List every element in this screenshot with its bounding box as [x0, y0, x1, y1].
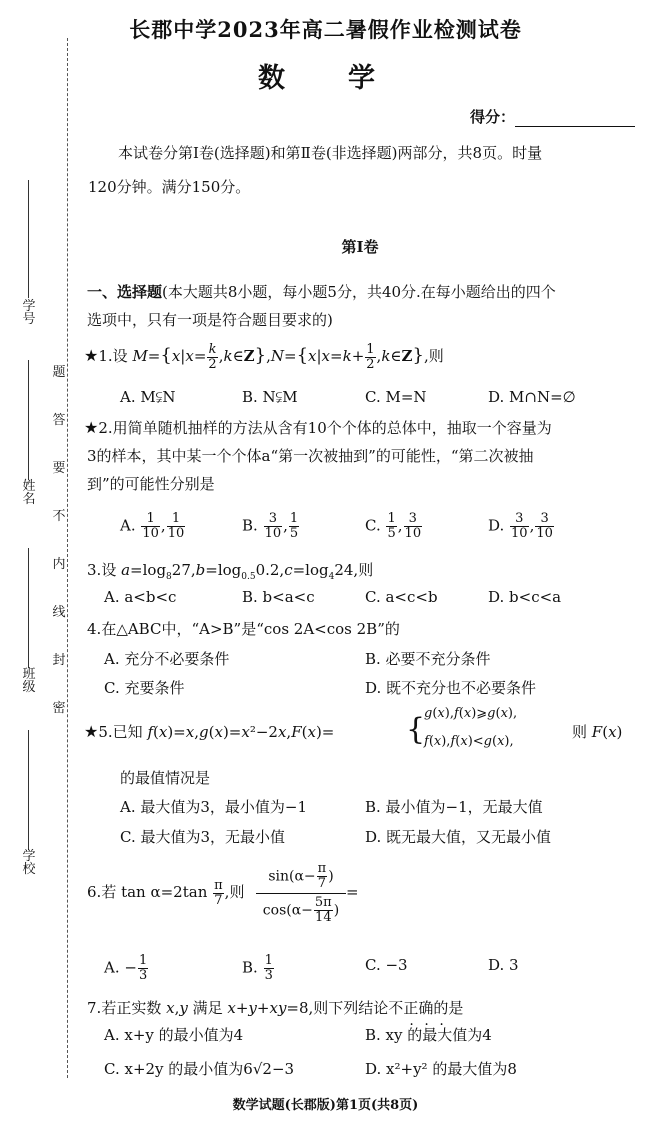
binding-dashed-line: [67, 38, 69, 1078]
q4-option-a[interactable]: A. 充分不必要条件: [104, 650, 230, 668]
q7-option-b[interactable]: B. xy 的最大值为4: [365, 1026, 492, 1044]
score-field[interactable]: 得分：: [470, 106, 635, 127]
part1-note: 选项中，只有一项是符合题目要求的): [87, 311, 333, 329]
question-2-line-2: 3的样本，其中某一个个体a“第一次被抽到”的可能性，“第二次被抽: [87, 447, 534, 465]
question-7: 7.若正实数 x,y 满足 x+y+xy=8,则下列结论不正确的是: [87, 999, 464, 1017]
q3-option-a[interactable]: A. a<b<c: [104, 588, 177, 606]
exam-title: 长郡中学2023年高二暑假作业检测试卷: [129, 17, 522, 42]
q7-option-d[interactable]: D. x²+y² 的最大值为8: [365, 1060, 517, 1078]
question-5-then: 则 F(x): [572, 723, 623, 741]
seal-words: 题 答 要 不 内 线 封 密: [52, 365, 66, 716]
subject-title: 数 学: [258, 63, 393, 94]
q3-option-c[interactable]: C. a<c<b: [365, 588, 438, 606]
q5-option-b[interactable]: B. 最小值为−1，无最大值: [365, 798, 543, 816]
section-title: 第Ⅰ卷: [341, 238, 379, 256]
question-2-line-3: 到”的可能性分别是: [87, 475, 215, 493]
q7-option-a[interactable]: A. x+y 的最小值为4: [104, 1026, 244, 1044]
q1-option-c[interactable]: C. M=N: [365, 388, 427, 406]
q4-option-c[interactable]: C. 充要条件: [104, 679, 185, 697]
q6-equals: =: [346, 883, 359, 901]
q6-option-d[interactable]: D. 3: [488, 956, 519, 974]
q6-fraction: sin(α− $\frac{\pi}{7}$ ) cos(α− $\frac{5\pi}{14}$ ): [256, 862, 346, 925]
q6-option-c[interactable]: C. −3: [365, 956, 408, 974]
piecewise-case-2: f(x),f(x)<g(x),: [424, 734, 514, 749]
intro-line-2: 120分钟。满分150分。: [88, 178, 251, 196]
margin-label-student-id: 学号: [22, 299, 36, 327]
q3-option-b[interactable]: B. b<a<c: [242, 588, 315, 606]
piecewise-brace: {: [406, 712, 426, 747]
q2-option-d[interactable]: D. $\frac{3}{10}$ , $\frac{3}{10}$: [488, 511, 553, 541]
name-blank-line: [28, 360, 30, 480]
question-2: ★2.用简单随机抽样的方法从含有10个个体的总体中，抽取一个容量为: [84, 418, 552, 437]
q6-option-a[interactable]: A. − $\frac{1}{3}$: [104, 953, 148, 983]
question-3: 3.设 $a=\log_827,b=\log_{0.5}0.2,c=\log_424$,则: [87, 561, 374, 582]
intro-line-1: 本试卷分第Ⅰ卷(选择题)和第Ⅱ卷(非选择题)两部分，共8页。时量: [118, 144, 543, 162]
question-1: ★1.设 M={x|x= $\frac{k}{2}$ ,k∈Z},N={x|x=k+ $\frac{1}{2}$ ,k∈Z},则: [84, 341, 444, 372]
margin-label-school: 学校: [22, 849, 36, 877]
q2-option-a[interactable]: A. $\frac{1}{10}$ , $\frac{1}{10}$: [120, 511, 185, 541]
q1-option-d[interactable]: D. M∩N=∅: [488, 388, 576, 406]
question-4: 4.在△ABC中，“A>B”是“cos 2A<cos 2B”的: [87, 620, 400, 638]
margin-label-name: 姓名: [22, 479, 36, 507]
q5-option-c[interactable]: C. 最大值为3，无最小值: [120, 828, 286, 846]
q6-option-b[interactable]: B. $\frac{1}{3}$: [242, 953, 273, 983]
q7-option-c[interactable]: C. x+2y 的最小值为6√2−3: [104, 1060, 295, 1078]
page-footer: 数学试题(长郡版)第1页(共8页): [232, 1098, 419, 1113]
part1-heading: 一、选择题(本大题共8小题，每小题5分，共40分.在每小题给出的四个: [87, 283, 556, 301]
question-5: ★5.已知 f(x)=x,g(x)=x²−2x,F(x)=: [84, 722, 335, 741]
question-5-line-2: 的最值情况是: [120, 769, 211, 787]
q3-option-d[interactable]: D. b<c<a: [488, 588, 562, 606]
question-6: 6.若 tan α=2tan $\frac{\pi}{7}$ ,则: [87, 877, 245, 908]
q2-option-c[interactable]: C. $\frac{1}{5}$ , $\frac{3}{10}$: [365, 511, 422, 541]
q2-option-b[interactable]: B. $\frac{3}{10}$ , $\frac{1}{5}$: [242, 511, 299, 541]
class-blank-line: [28, 548, 30, 668]
q4-option-d[interactable]: D. 既不充分也不必要条件: [365, 679, 537, 697]
piecewise-case-1: g(x),f(x)⩾g(x),: [424, 706, 518, 721]
q5-option-d[interactable]: D. 既无最大值，又无最小值: [365, 828, 552, 846]
margin-label-class: 班级: [22, 667, 36, 695]
q1-option-a[interactable]: A. M⫋N: [120, 388, 176, 406]
school-blank-line: [28, 730, 30, 850]
q4-option-b[interactable]: B. 必要不充分条件: [365, 650, 491, 668]
q1-option-b[interactable]: B. N⫋M: [242, 388, 298, 406]
q5-option-a[interactable]: A. 最大值为3，最小值为−1: [120, 798, 308, 816]
